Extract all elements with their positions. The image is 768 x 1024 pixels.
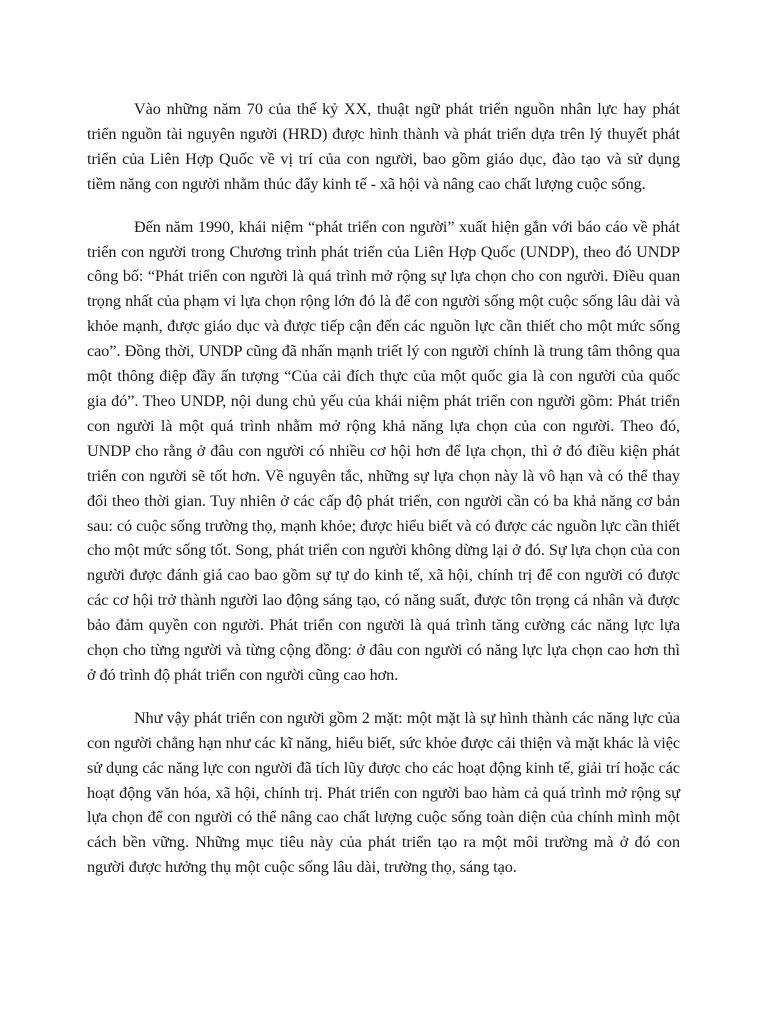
paragraph-hrd-origin: Vào những năm 70 của thế kỷ XX, thuật ngữ phát triển nguồn nhân lực hay phát triển nguồn tài nguyên người (HRD) được hình thành và phát triển dựa trên lý thuyết phát triển của Liên Hợp Quốc về vị trí của con người, bao gồm giáo dục, đào tạo và sử dụng tiềm năng con người nhằm thúc đẩy kinh tế - xã hội và nâng cao chất lượng cuộc sống. [87, 100, 680, 193]
paragraph-undp-human-development: Đến năm 1990, khái niệm “phát triển con người” xuất hiện gắn với báo cáo về phát triển con người trong Chương trình phát triển của Liên Hợp Quốc (UNDP), theo đó UNDP công bố: “Phát triển con người là quá trình mở rộng sự lựa chọn cho con người. Điều quan trọng nhất của phạm vi lựa chọn rộng lớn đó là để con người sống một cuộc sống lâu dài và khỏe mạnh, được giáo dục và được tiếp cận đến các nguồn lực cần thiết cho một mức sống cao”. Đồng thời, UNDP cũng đã nhấn mạnh triết lý con người chính là trung tâm thông qua một thông điệp đầy ấn tượng “Của cải đích thực của một quốc gia là con người của quốc gia đó”. Theo UNDP, nội dung chủ yếu của khái niệm phát triển con người gồm: Phát triển con người là một quá trình nhằm mở rộng khả năng lựa chọn của con người. Theo đó, UNDP cho rằng ở đâu con người có nhiều cơ hội hơn để lựa chọn, thì ở đó điều kiện phát triển con người sẽ tốt hơn. Về nguyên tắc, những sự lựa chọn này là vô hạn và có thể thay đổi theo thời gian. Tuy nhiên ở các cấp độ phát triển, con người cần có ba khả năng cơ bản sau: có cuộc sống trường thọ, mạnh khỏe; được hiểu biết và có được các nguồn lực cần thiết cho một mức sống tốt. Song, phát triển con người không dừng lại ở đó. Sự lựa chọn của con người được đánh giá cao bao gồm sự tự do kinh tế, xã hội, chính trị để con người có được các cơ hội trở thành người lao động sáng tạo, có năng suất, được tôn trọng cá nhân và được bảo đảm quyền con người. Phát triển con người là quá trình tăng cường các năng lực lựa chọn cho từng người và từng cộng đồng: ở đâu con người có năng lực lựa chọn cao hơn thì ở đó trình độ phát triển con người cũng cao hơn. [87, 217, 680, 684]
paragraph-two-aspects: Như vậy phát triển con người gồm 2 mặt: một mặt là sự hình thành các năng lực của con người chẳng hạn như các kĩ năng, hiểu biết, sức khỏe được cải thiện và mặt khác là việc sử dụng các năng lực con người đã tích lũy được cho các hoạt động kinh tế, giải trí hoặc các hoạt động văn hóa, xã hội, chính trị. Phát triển con người bao hàm cả quá trình mở rộng sự lựa chọn để con người có thể nâng cao chất lượng cuộc sống toàn diện của chính mình một cách bền vững. Những mục tiêu này của phát triển tạo ra một môi trường mà ở đó con người được hưởng thụ một cuộc sống lâu dài, trường thọ, sáng tạo. [87, 708, 680, 877]
